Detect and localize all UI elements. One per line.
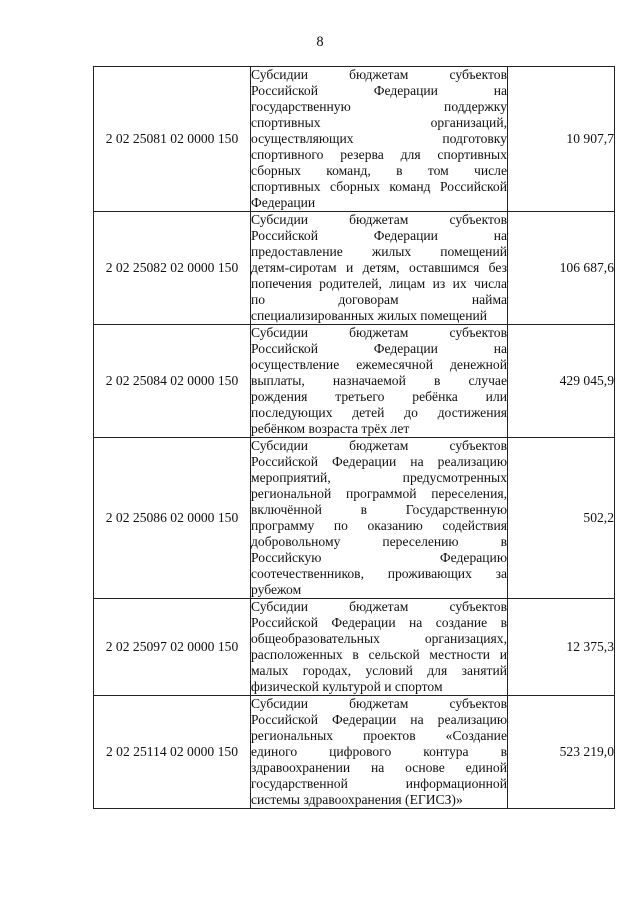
- name-line: Российскую Федерацию: [251, 550, 507, 565]
- amount-cell: 10 907,7: [508, 67, 615, 212]
- name-line: Российской Федерации на: [251, 341, 507, 356]
- amount-cell: 106 687,6: [508, 212, 615, 325]
- name-line: региональных проектов «Создание: [251, 728, 507, 743]
- name-line: по договорам найма: [251, 292, 507, 307]
- name-line: спортивных сборных команд Российской: [251, 179, 507, 194]
- name-line: мероприятий, предусмотренных: [251, 470, 507, 485]
- budget-code-cell: 2 02 25097 02 0000 150: [94, 599, 251, 696]
- budget-code-cell: 2 02 25082 02 0000 150: [94, 212, 251, 325]
- name-line: здравоохранении на основе единой: [251, 760, 507, 775]
- name-line: выплаты, назначаемой в случае: [251, 373, 507, 388]
- name-line: расположенных в сельской местности и: [251, 647, 507, 662]
- table-row: [94, 696, 615, 809]
- revenue-name-cell: [251, 67, 508, 212]
- name-line: Субсидии бюджетам субъектов: [251, 212, 507, 227]
- name-line: рубежом: [251, 582, 302, 597]
- name-line: Российской Федерации на реализацию: [251, 454, 507, 469]
- name-line: детям-сиротам и детям, оставшимся без: [251, 260, 507, 275]
- name-line: Субсидии бюджетам субъектов: [251, 325, 507, 340]
- budget-code-cell: 2 02 25084 02 0000 150: [94, 325, 251, 438]
- revenue-name-cell: [251, 696, 508, 809]
- budget-code-cell: 2 02 25081 02 0000 150: [94, 67, 251, 212]
- name-line: спортивных организаций,: [251, 115, 507, 130]
- name-line: общеобразовательных организациях,: [251, 631, 507, 646]
- revenue-name-cell: [251, 325, 508, 438]
- name-line: государственную поддержку: [251, 99, 507, 114]
- name-line: Субсидии бюджетам субъектов: [251, 67, 507, 82]
- name-line: специализированных жилых помещений: [251, 308, 488, 323]
- table-row: [94, 325, 615, 438]
- name-line: Российской Федерации на создание в: [251, 615, 507, 630]
- name-line: малых городах, условий для занятий: [251, 663, 507, 678]
- revenue-name-cell: [251, 438, 508, 599]
- name-line: добровольному переселению в: [251, 534, 507, 549]
- budget-subsidies-table: [93, 66, 615, 809]
- name-line: Федерации: [251, 195, 316, 210]
- name-line: Субсидии бюджетам субъектов: [251, 696, 507, 711]
- name-line: региональной программой переселения,: [251, 486, 507, 501]
- revenue-name-cell: [251, 212, 508, 325]
- table-row: [94, 212, 615, 325]
- revenue-name-cell: [251, 599, 508, 696]
- name-line: Субсидии бюджетам субъектов: [251, 438, 507, 453]
- name-line: осуществляющих подготовку: [251, 131, 507, 146]
- budget-code-cell: 2 02 25114 02 0000 150: [94, 696, 251, 809]
- name-line: рождения третьего ребёнка или: [251, 389, 507, 404]
- name-line: физической культурой и спортом: [251, 679, 443, 694]
- name-line: предоставление жилых помещений: [251, 244, 507, 259]
- name-line: сборных команд, в том числе: [251, 163, 507, 178]
- amount-cell: 523 219,0: [508, 696, 615, 809]
- budget-code-cell: 2 02 25086 02 0000 150: [94, 438, 251, 599]
- amount-cell: 429 045,9: [508, 325, 615, 438]
- name-line: попечения родителей, лицам из их числа: [251, 276, 507, 291]
- name-line: Российской Федерации на: [251, 228, 507, 243]
- name-line: включённой в Государственную: [251, 502, 507, 517]
- table-row: [94, 599, 615, 696]
- name-line: спортивного резерва для спортивных: [251, 147, 507, 162]
- name-line: соотечественников, проживающих за: [251, 566, 507, 581]
- amount-cell: 502,2: [508, 438, 615, 599]
- name-line: системы здравоохранения (ЕГИСЗ)»: [251, 792, 463, 807]
- name-line: осуществление ежемесячной денежной: [251, 357, 507, 372]
- name-line: Субсидии бюджетам субъектов: [251, 599, 507, 614]
- name-line: единого цифрового контура в: [251, 744, 507, 759]
- table-row: [94, 67, 615, 212]
- name-line: Российской Федерации на реализацию: [251, 712, 507, 727]
- table-row: [94, 438, 615, 599]
- page-number: 8: [316, 34, 324, 50]
- name-line: государственной информационной: [251, 776, 507, 791]
- name-line: Российской Федерации на: [251, 83, 507, 98]
- amount-cell: 12 375,3: [508, 599, 615, 696]
- name-line: ребёнком возраста трёх лет: [251, 421, 410, 436]
- name-line: программу по оказанию содействия: [251, 518, 507, 533]
- name-line: последующих детей до достижения: [251, 405, 507, 420]
